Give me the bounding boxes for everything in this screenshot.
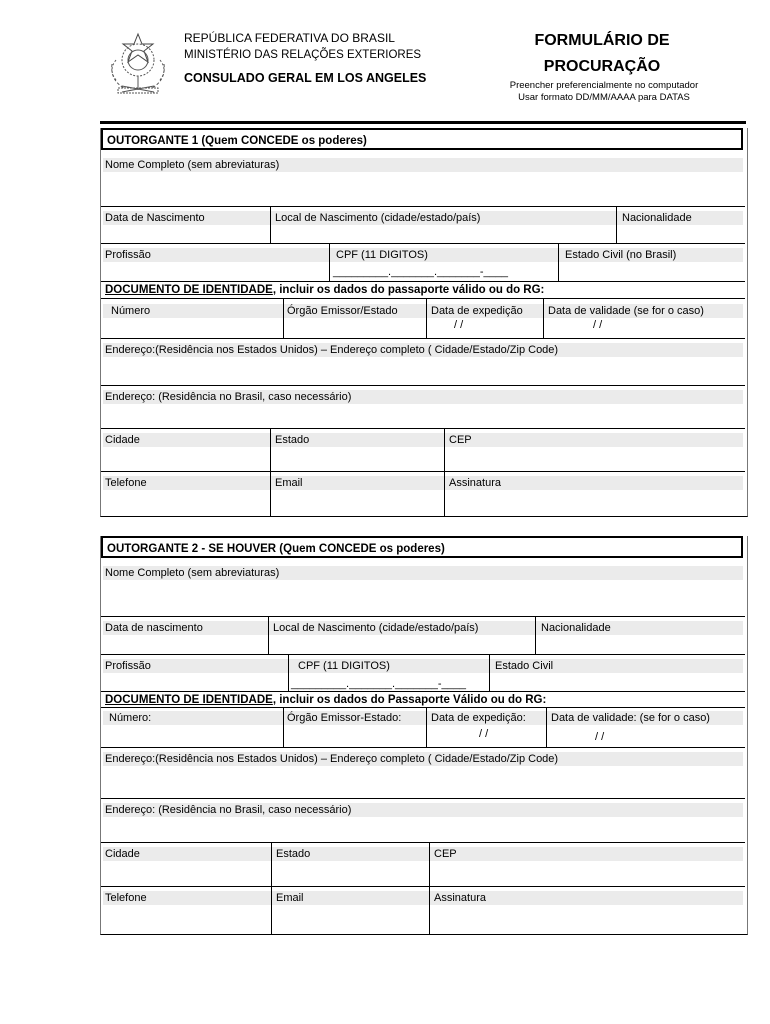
input-local-nascimento[interactable] [269, 637, 534, 653]
label-orgao-emissor: Órgão Emissor/Estado [287, 305, 398, 317]
label-endereco-eua: Endereço:(Residência nos Estados Unidos) – Endereço completo ( Cidade/Estado/Zip Code) [105, 753, 559, 765]
label-profissao: Profissão [105, 660, 151, 672]
label-estado-civil: Estado Civil (no Brasil) [565, 249, 677, 261]
header-republic: REPÚBLICA FEDERATIVA DO BRASIL [184, 31, 395, 45]
input-cep[interactable] [430, 863, 743, 885]
label-email: Email [275, 477, 303, 489]
label-local-nascimento: Local de Nascimento (cidade/estado/país) [275, 212, 481, 224]
input-endereco-brasil[interactable] [101, 406, 745, 427]
outorgante-2-heading: OUTORGANTE 2 - SE HOUVER (Quem CONCEDE os poderes) [101, 536, 743, 558]
label-cpf: CPF (11 DIGITOS) [336, 249, 428, 261]
input-assinatura[interactable] [430, 907, 743, 932]
input-nacionalidade[interactable] [617, 226, 743, 242]
cpf-mask[interactable]: _________._______._______-____ [291, 678, 466, 690]
input-telefone[interactable] [101, 907, 270, 932]
label-cep: CEP [434, 848, 457, 860]
input-nacionalidade[interactable] [536, 637, 743, 653]
input-email[interactable] [272, 907, 428, 932]
input-cep[interactable] [445, 449, 743, 470]
input-numero-documento[interactable] [101, 320, 282, 337]
input-estado[interactable] [271, 449, 443, 470]
outorgante-1-section [100, 128, 748, 517]
input-numero-documento[interactable] [101, 727, 282, 746]
input-cidade[interactable] [101, 449, 269, 470]
label-numero: Número: [109, 712, 152, 724]
input-local-nascimento[interactable] [271, 226, 615, 242]
label-telefone: Telefone [105, 477, 147, 489]
label-data-expedicao: Data de expedição: [431, 712, 526, 724]
label-profissao: Profissão [105, 249, 151, 261]
header-rule [100, 121, 746, 124]
input-profissao[interactable] [101, 675, 287, 690]
header-consulate: CONSULADO GERAL EM LOS ANGELES [184, 71, 427, 85]
label-assinatura: Assinatura [449, 477, 501, 489]
label-estado: Estado [276, 848, 311, 860]
label-email: Email [276, 892, 304, 904]
input-endereco-eua[interactable] [101, 359, 745, 384]
input-telefone[interactable] [101, 492, 269, 514]
input-orgao-emissor[interactable] [284, 727, 425, 746]
label-local-nascimento: Local de Nascimento (cidade/estado/país) [273, 622, 479, 634]
label-telefone: Telefone [105, 892, 147, 904]
input-data-nascimento[interactable] [101, 637, 267, 653]
label-data-nascimento: Data de nascimento [105, 622, 203, 634]
input-endereco-brasil[interactable] [101, 819, 745, 841]
label-nome-completo: Nome Completo (sem abreviaturas) [105, 567, 280, 579]
input-estado-civil[interactable] [490, 675, 743, 690]
label-data-validade: Data de validade: (se for o caso) [551, 712, 710, 724]
instruction-computer: Preencher preferencialmente no computador [509, 80, 699, 91]
label-cpf: CPF (11 DIGITOS) [298, 660, 390, 672]
date-mask-expedicao[interactable]: / / [454, 319, 464, 331]
label-nacionalidade: Nacionalidade [541, 622, 611, 634]
label-data-nascimento: Data de Nascimento [105, 212, 205, 224]
label-numero: Número [111, 305, 151, 317]
label-assinatura: Assinatura [434, 892, 486, 904]
input-assinatura[interactable] [445, 492, 743, 514]
outorgante-2-section [100, 536, 748, 935]
label-endereco-brasil: Endereço: (Residência no Brasil, caso necessário) [105, 804, 352, 816]
label-nome-completo: Nome Completo (sem abreviaturas) [105, 159, 280, 171]
label-nacionalidade: Nacionalidade [622, 212, 692, 224]
input-cidade[interactable] [101, 863, 270, 885]
label-estado: Estado [275, 434, 310, 446]
outorgante-1-heading: OUTORGANTE 1 (Quem CONCEDE os poderes) [101, 128, 743, 150]
cpf-mask[interactable]: _________._______._______-____ [333, 266, 508, 278]
form-title-line1: FORMULÁRIO DE [534, 32, 670, 49]
input-endereco-eua[interactable] [101, 768, 745, 797]
input-orgao-emissor[interactable] [284, 320, 425, 337]
documento-identidade-title: DOCUMENTO DE IDENTIDADE, incluir os dados do Passaporte Válido ou do RG: [105, 694, 547, 706]
label-data-validade: Data de validade (se for o caso) [548, 305, 704, 317]
input-nome-completo[interactable] [101, 582, 745, 615]
label-cidade: Cidade [105, 434, 140, 446]
input-estado[interactable] [272, 863, 428, 885]
label-estado-civil: Estado Civil [495, 660, 554, 672]
date-mask-validade[interactable]: / / [595, 731, 605, 743]
label-orgao-emissor: Órgão Emissor-Estado: [287, 712, 402, 724]
brazil-coat-of-arms-icon [104, 30, 172, 98]
label-cidade: Cidade [105, 848, 140, 860]
instruction-date-format: Usar formato DD/MM/AAAA para DATAS [518, 92, 690, 103]
input-data-nascimento[interactable] [101, 226, 269, 242]
label-data-expedicao: Data de expedição [431, 305, 523, 317]
input-estado-civil[interactable] [559, 264, 743, 280]
label-cep: CEP [449, 434, 472, 446]
date-mask-validade[interactable]: / / [593, 319, 603, 331]
form-title-line2: PROCURAÇÃO [543, 58, 661, 75]
date-mask-expedicao[interactable]: / / [479, 728, 489, 740]
documento-identidade-title: DOCUMENTO DE IDENTIDADE, incluir os dados do passaporte válido ou do RG: [105, 284, 545, 296]
input-nome-completo[interactable] [101, 174, 745, 206]
label-endereco-brasil: Endereço: (Residência no Brasil, caso necessário) [105, 391, 352, 403]
label-endereco-eua: Endereço:(Residência nos Estados Unidos) – Endereço completo ( Cidade/Estado/Zip Code) [105, 344, 559, 356]
header-ministry: MINISTÉRIO DAS RELAÇÕES EXTERIORES [184, 49, 422, 61]
input-profissao[interactable] [101, 264, 328, 280]
input-email[interactable] [271, 492, 443, 514]
